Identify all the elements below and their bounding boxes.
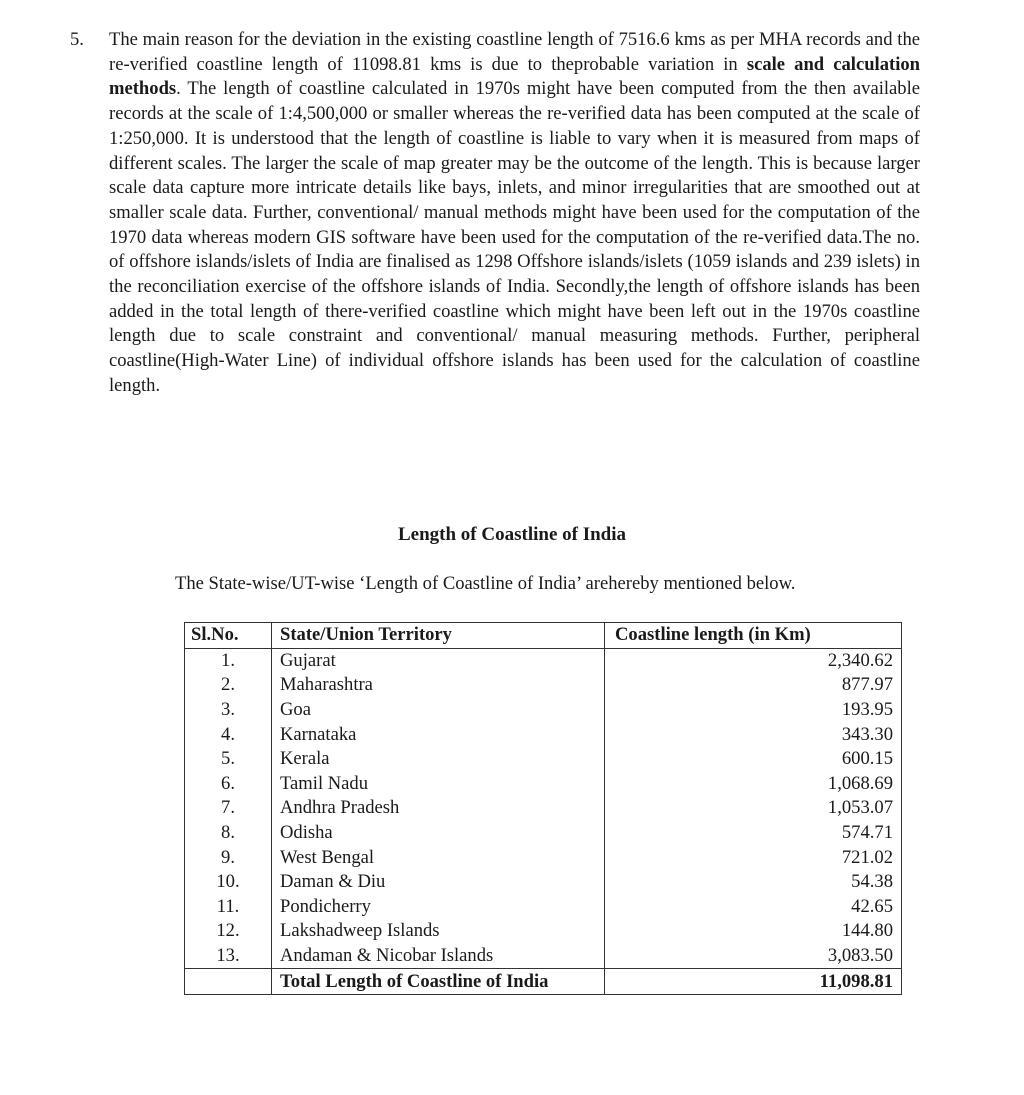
- row-state: Odisha: [272, 821, 605, 846]
- row-length: 2,340.62: [605, 648, 902, 673]
- row-state: Andaman & Nicobar Islands: [272, 944, 605, 969]
- table-row: [185, 772, 902, 797]
- row-length: 1,053.07: [605, 796, 902, 821]
- row-state: Kerala: [272, 747, 605, 772]
- table-row: [185, 919, 902, 944]
- row-sl-no: 1.: [185, 648, 272, 673]
- row-length: 1,068.69: [605, 772, 902, 797]
- paragraph-number: 5.: [70, 29, 84, 50]
- row-sl-no: 7.: [185, 796, 272, 821]
- row-length: 877.97: [605, 673, 902, 698]
- header-sl-no: Sl.No.: [185, 623, 272, 649]
- header-length: Coastline length (in Km): [605, 623, 902, 649]
- paragraph-bold-text: scale and calculation methods: [109, 53, 921, 100]
- total-label: Total Length of Coastline of India: [272, 969, 605, 995]
- table-row: [185, 673, 902, 698]
- header-state: State/Union Territory: [272, 623, 605, 649]
- row-sl-no: 3.: [185, 698, 272, 723]
- table-row: [185, 698, 902, 723]
- table-title-text: Length of Coastline of India: [397, 524, 627, 545]
- table-intro: The State-wise/UT-wise ‘Length of Coastline of India’ arehereby mentioned below.: [175, 573, 796, 594]
- row-sl-no: 13.: [185, 944, 272, 969]
- table-total-row: [185, 969, 902, 995]
- row-sl-no: 9.: [185, 845, 272, 870]
- table-body: [185, 648, 902, 969]
- row-state: Goa: [272, 698, 605, 723]
- row-sl-no: 8.: [185, 821, 272, 846]
- paragraph-text-2: . The length of coastline calculated in 1970s might have been computed from the then available records at the scale of 1:4,500,000 or smaller whereas the re-verified data has been computed at the scale of 1:250,000. It is understood that the length of coastline is liable to vary when it is measured from maps of different scales. The larger the scale of map greater may be the outcome of the length. This is because larger scale data capture more intricate details like bays, inlets, and minor irregularities that are smoothed out at smaller scale data. Further, conventional/ manual methods might have been used for the computation of the 1970 data whereas modern GIS software have been used for the computation of the re-verified data.The no. of offshore islands/islets of India are finalised as 1298 Offshore islands/islets (1059 islands and 239 islets) in the reconciliation exercise of the offshore islands of India. Secondly,the length of offshore islands has been added in the total length of there-verified coastline which might have been left out in the 1970s coastline length due to scale constraint and conventional/ manual measuring methods. Further, peripheral coastline(High-Water Line) of individual offshore islands has been used for the calculation of coastline length.: [109, 78, 920, 396]
- row-length: 343.30: [605, 722, 902, 747]
- row-length: 600.15: [605, 747, 902, 772]
- row-state: Andhra Pradesh: [272, 796, 605, 821]
- table-row: [185, 796, 902, 821]
- total-value: 11,098.81: [605, 969, 902, 995]
- row-state: Pondicherry: [272, 895, 605, 920]
- row-state: Karnataka: [272, 722, 605, 747]
- table-row: [185, 821, 902, 846]
- row-state: Tamil Nadu: [272, 772, 605, 797]
- row-length: 144.80: [605, 919, 902, 944]
- table-row: [185, 944, 902, 969]
- row-length: 42.65: [605, 895, 902, 920]
- row-length: 721.02: [605, 845, 902, 870]
- row-sl-no: 12.: [185, 919, 272, 944]
- table-header-row: [185, 623, 902, 649]
- table-row: [185, 747, 902, 772]
- row-state: Lakshadweep Islands: [272, 919, 605, 944]
- paragraph-text-1: The main reason for the deviation in the existing coastline length of 7516.6 kms as per MHA records and the re-verified coastline length of 11098.81 kms is due to theprobable variation in: [109, 29, 920, 75]
- table-row: [185, 845, 902, 870]
- paragraph-body: [109, 28, 920, 399]
- row-length: 574.71: [605, 821, 902, 846]
- row-sl-no: 5.: [185, 747, 272, 772]
- row-sl-no: 2.: [185, 673, 272, 698]
- table-row: [185, 895, 902, 920]
- row-state: Gujarat: [272, 648, 605, 673]
- row-sl-no: 10.: [185, 870, 272, 895]
- row-sl-no: 4.: [185, 722, 272, 747]
- table-row: [185, 722, 902, 747]
- row-state: Maharashtra: [272, 673, 605, 698]
- row-length: 54.38: [605, 870, 902, 895]
- table-title: [0, 524, 1024, 546]
- row-length: 193.95: [605, 698, 902, 723]
- row-sl-no: 11.: [185, 895, 272, 920]
- row-state: West Bengal: [272, 845, 605, 870]
- table-row: [185, 648, 902, 673]
- row-sl-no: 6.: [185, 772, 272, 797]
- row-length: 3,083.50: [605, 944, 902, 969]
- row-state: Daman & Diu: [272, 870, 605, 895]
- paragraph-5: [70, 28, 920, 399]
- coastline-table: [184, 622, 902, 995]
- total-sl-cell: [185, 969, 272, 995]
- table-row: [185, 870, 902, 895]
